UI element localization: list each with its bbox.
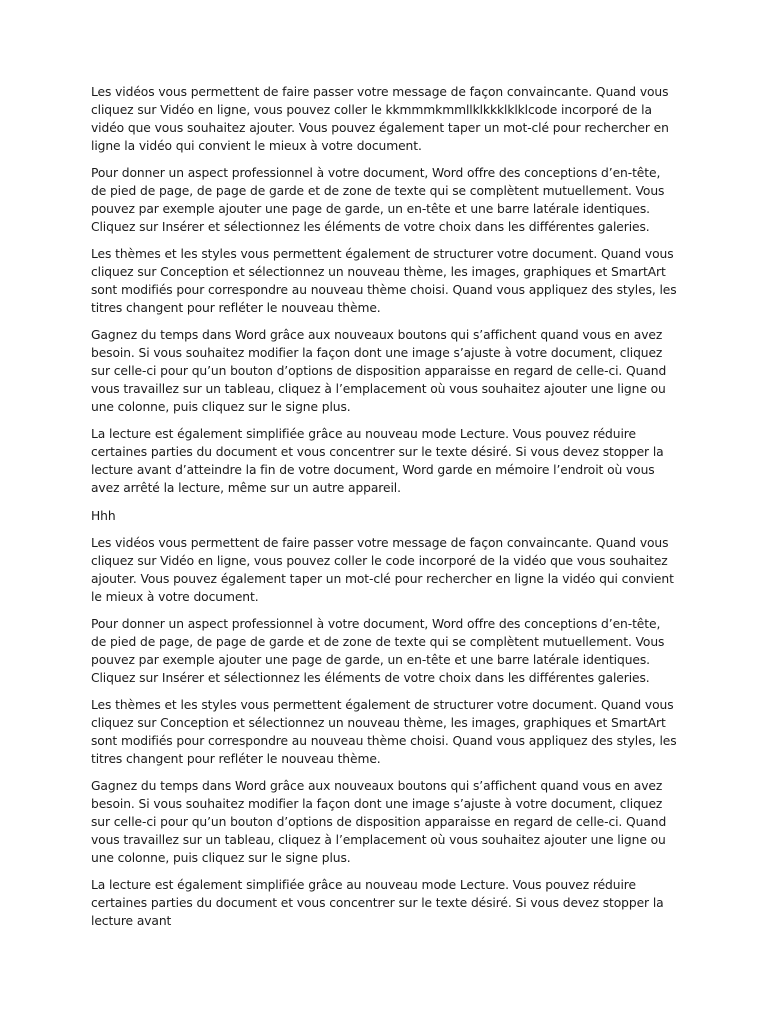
paragraph-10: Gagnez du temps dans Word grâce aux nouveaux boutons qui s’affichent quand vous en avez besoin. Si vous souhaitez modifier la façon dont une image s’ajuste à votre document, cliquez sur celle-ci pour qu’un bouton d’options de disposition apparaisse en regard de celle-ci. Quand vous travaillez sur un tableau, cliquez à l’emplacement où vous souhaitez ajouter une ligne ou une colonne, puis cliquez sur le signe plus. — [91, 779, 667, 865]
paragraph-1: Les vidéos vous permettent de faire passer votre message de façon convaincante. Quand vous cliquez sur Vidéo en ligne, vous pouvez coller le kkmmmkmmllklkkklklklcode incorporé de la vidéo que vous souhaitez ajouter. Vous pouvez également taper un mot-clé pour rechercher en ligne la vidéo qui convient le mieux à votre document. — [91, 85, 669, 153]
paragraph-3: Les thèmes et les styles vous permettent également de structurer votre document. Quand vous cliquez sur Conception et sélectionnez un nouveau thème, les images, graphiques et SmartArt sont modifiés pour correspondre au nouveau thème choisi. Quand vous appliquez des styles, les titres changent pour refléter le nouveau thème. — [91, 247, 677, 315]
paragraph-4: Gagnez du temps dans Word grâce aux nouveaux boutons qui s’affichent quand vous en avez besoin. Si vous souhaitez modifier la façon dont une image s’ajuste à votre document, cliquez sur celle-ci pour qu’un bouton d’options de disposition apparaisse en regard de celle-ci. Quand vous travaillez sur un tableau, cliquez à l’emplacement où vous souhaitez ajouter une ligne ou une colonne, puis cliquez sur le signe plus. — [91, 328, 667, 414]
paragraph-6: Hhh — [91, 508, 116, 523]
paragraph-2: Pour donner un aspect professionnel à votre document, Word offre des conceptions d’en-tête, de pied de page, de page de garde et de zone de texte qui se complètent mutuellement. Vous pouvez par exemple ajouter une page de garde, un en-tête et une barre latérale identiques. Cliquez sur Insérer et sélectionnez les éléments de votre choix dans les différentes galeries. — [91, 166, 665, 234]
paragraph-5: La lecture est également simplifiée grâce au nouveau mode Lecture. Vous pouvez réduire certaines parties du document et vous concentrer sur le texte désiré. Si vous devez stopper la lecture avant d’atteindre la fin de votre document, Word garde en mémoire l’endroit où vous avez arrêté la lecture, même sur un autre appareil. — [91, 427, 664, 496]
paragraph-9: Les thèmes et les styles vous permettent également de structurer votre document. Quand vous cliquez sur Conception et sélectionnez un nouveau thème, les images, graphiques et SmartArt sont modifiés pour correspondre au nouveau thème choisi. Quand vous appliquez des styles, les titres changent pour refléter le nouveau thème. — [91, 698, 677, 766]
document-body — [91, 84, 677, 941]
paragraph-8: Pour donner un aspect professionnel à votre document, Word offre des conceptions d’en-tête, de pied de page, de page de garde et de zone de texte qui se complètent mutuellement. Vous pouvez par exemple ajouter une page de garde, un en-tête et une barre latérale identiques. Cliquez sur Insérer et sélectionnez les éléments de votre choix dans les différentes galeries. — [91, 617, 665, 685]
paragraph-7: Les vidéos vous permettent de faire passer votre message de façon convaincante. Quand vous cliquez sur Vidéo en ligne, vous pouvez coller le code incorporé de la vidéo que vous souhaitez ajouter. Vous pouvez également taper un mot-clé pour rechercher en ligne la vidéo qui convient le mieux à votre document. — [91, 535, 674, 604]
paragraph-11: La lecture est également simplifiée grâce au nouveau mode Lecture. Vous pouvez réduire certaines parties du document et vous concentrer sur le texte désiré. Si vous devez stopper la lecture avant — [91, 878, 664, 929]
